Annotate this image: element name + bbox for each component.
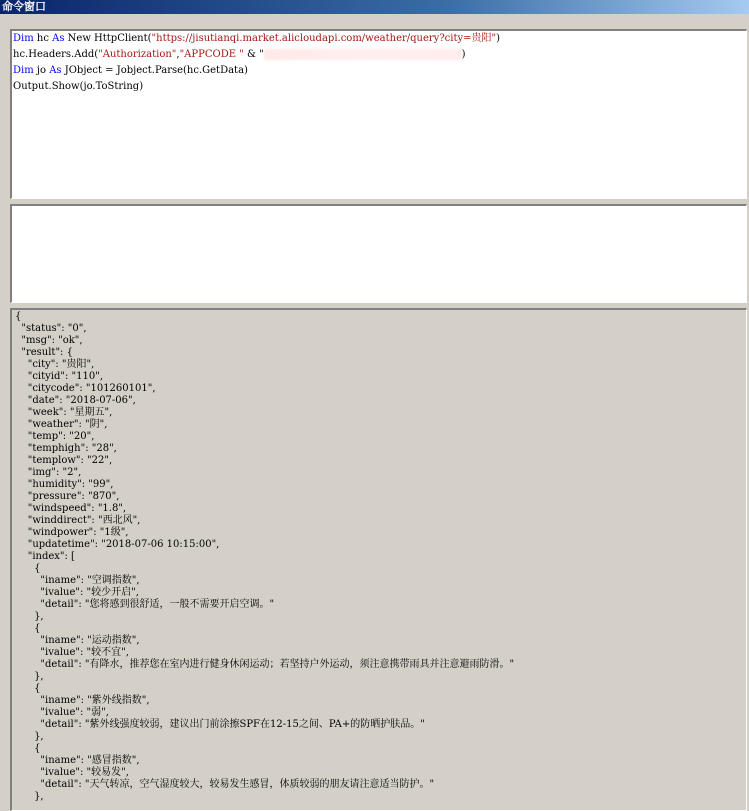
output-line: "humidity": "99", <box>15 479 114 490</box>
output-line: "msg": "ok", <box>15 335 83 346</box>
code-text: ) <box>461 49 466 60</box>
output-line: "ivalue": "较易发", <box>15 767 129 778</box>
code-text: JObject = Jobject.Parse(hc.GetData) <box>61 65 248 76</box>
output-line: { <box>15 623 41 634</box>
output-line: "img": "2", <box>15 467 82 478</box>
output-line: "iname": "运动指数", <box>15 635 140 646</box>
output-line: { <box>15 743 41 754</box>
output-line: "windpower": "1级", <box>15 527 129 538</box>
code-line[interactable] <box>12 79 746 95</box>
code-text: ) <box>496 33 501 44</box>
output-line: "pressure": "870", <box>15 491 120 502</box>
output-line: "ivalue": "弱", <box>15 707 109 718</box>
code-text: New HttpClient( <box>64 33 152 44</box>
output-line: { <box>15 563 41 574</box>
output-line: "index": [ <box>15 551 75 562</box>
keyword: Dim <box>13 33 34 44</box>
output-line: "updatetime": "2018-07-06 10:15:00", <box>15 539 220 550</box>
keyword: As <box>49 65 62 76</box>
string-literal: "https://jisutianqi.market.alicloudapi.com/weather/query?city=贵阳" <box>151 33 497 44</box>
output-line: "cityid": "110", <box>15 371 103 382</box>
output-line: "city": "贵阳", <box>15 359 95 370</box>
code-text: Output.Show(jo.ToString) <box>13 81 144 92</box>
output-line: "windspeed": "1.8", <box>15 503 127 514</box>
output-line: "iname": "感冒指数", <box>15 755 140 766</box>
output-line: "temp": "20", <box>15 431 95 442</box>
output-line: "detail": "有降水，推荐您在室内进行健身休闲运动；若坚持户外运动，须注意携带雨具并注意避雨防滑。" <box>15 659 515 670</box>
code-text: jo <box>33 65 50 76</box>
output-line: "detail": "紫外线强度较弱，建议出门前涂擦SPF在12-15之间、PA+的防晒护肤品。" <box>15 719 425 730</box>
output-panel[interactable] <box>10 308 747 811</box>
code-editor[interactable] <box>10 29 747 199</box>
output-line: "temphigh": "28", <box>15 443 117 454</box>
output-line: "weather": "阴", <box>15 419 108 430</box>
output-text <box>12 310 746 803</box>
keyword: As <box>52 33 65 44</box>
code-line[interactable] <box>12 47 746 63</box>
code-text: , <box>176 49 180 60</box>
output-line: "iname": "空调指数", <box>15 575 140 586</box>
code-line[interactable] <box>12 31 746 47</box>
output-line: { <box>15 311 22 322</box>
output-line: "iname": "紫外线指数", <box>15 695 150 706</box>
output-line: "detail": "您将感到很舒适，一般不需要开启空调。" <box>15 599 275 610</box>
output-line: }, <box>15 731 44 742</box>
output-line: { <box>15 683 41 694</box>
code-text: hc.Headers.Add( <box>13 49 99 60</box>
code-text: hc <box>33 33 53 44</box>
output-line: "week": "星期五", <box>15 407 113 418</box>
code-text: & " <box>243 49 264 60</box>
output-line: "result": { <box>15 347 73 358</box>
output-line: "ivalue": "较不宜", <box>15 647 129 658</box>
redacted-appcode <box>264 49 462 60</box>
output-line: }, <box>15 611 44 622</box>
output-line: "citycode": "101260101", <box>15 383 156 394</box>
output-line: "status": "0", <box>15 323 87 334</box>
output-line: "templow": "22", <box>15 455 113 466</box>
output-line: "detail": "天气转凉，空气湿度较大，较易发生感冒，体质较弱的朋友请注意适当防护。" <box>15 779 435 790</box>
output-line: }, <box>15 671 44 682</box>
keyword: Dim <box>13 65 34 76</box>
input-area[interactable] <box>10 204 747 303</box>
window-title: 命令窗口 <box>0 0 749 14</box>
string-literal: "APPCODE " <box>179 49 244 60</box>
output-line: "ivalue": "较少开启", <box>15 587 139 598</box>
string-literal: "Authorization" <box>98 49 177 60</box>
output-line: }, <box>15 791 44 802</box>
code-line[interactable] <box>12 63 746 79</box>
output-line: "date": "2018-07-06", <box>15 395 136 406</box>
output-line: "winddirect": "西北风", <box>15 515 141 526</box>
